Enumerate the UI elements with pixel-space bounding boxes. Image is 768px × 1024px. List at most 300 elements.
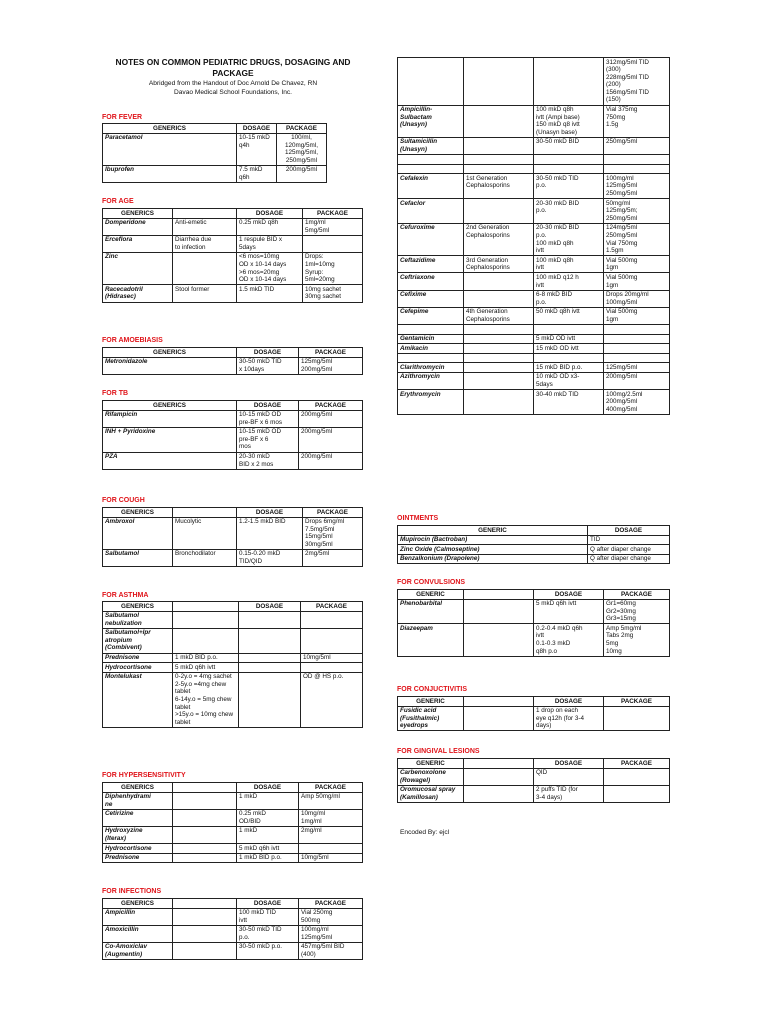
table-row <box>398 554 670 564</box>
for-hypersensitivity-table <box>102 782 363 863</box>
table-cell: 250mg/5ml <box>604 137 670 154</box>
table-row <box>103 427 363 452</box>
table-cell <box>239 628 301 653</box>
generic-name-cell: Zinc Oxide (Calmoseptine) <box>398 545 588 555</box>
table-cell <box>301 628 363 653</box>
table-cell: 6-8 mkD BID p.o. <box>534 290 604 307</box>
table-cell: Gr1=60mg Gr2=30mg Gr3=15mg <box>604 599 670 624</box>
column-header: DOSAGE <box>237 348 299 358</box>
column-header: DOSAGE <box>534 590 604 600</box>
table-row <box>103 549 363 566</box>
table-cell: 100mg/2.5ml 200mg/5ml 400mg/5ml <box>604 390 670 415</box>
column-header: GENERIC <box>398 759 464 769</box>
table-cell <box>464 137 534 154</box>
column-header <box>173 209 237 219</box>
table-cell: Diarrhea due to infection <box>173 235 237 252</box>
encoded-by-note: Encoded By: ejcl <box>400 829 450 836</box>
table-cell <box>173 826 237 843</box>
table-cell <box>301 663 363 673</box>
table-row <box>398 137 670 154</box>
for-asthma-table <box>102 601 363 728</box>
table-cell <box>464 155 534 165</box>
for-age-heading: FOR AGE <box>102 198 134 205</box>
column-header: GENERIC <box>398 526 588 536</box>
for-fever-table <box>102 123 327 183</box>
table-header-row <box>398 526 670 536</box>
table-cell: Vial 250mg 500mg <box>299 908 363 925</box>
table-cell: 30-50 mkD TID p.o. <box>237 925 299 942</box>
table-cell <box>464 390 534 415</box>
table-cell: Drops 20mg/ml 100mg/5ml <box>604 290 670 307</box>
table-cell: 30-40 mkD TID <box>534 390 604 415</box>
table-row <box>398 624 670 656</box>
table-row <box>103 672 363 727</box>
table-header-row <box>398 759 670 769</box>
column-header: GENERIC <box>398 590 464 600</box>
generic-name-cell <box>398 58 464 106</box>
table-cell <box>464 334 534 344</box>
table-cell: 10 mkD OD x3- 5days <box>534 372 604 389</box>
table-row <box>398 363 670 373</box>
table-row <box>103 663 363 673</box>
table-cell <box>464 325 534 335</box>
table-row <box>398 768 670 785</box>
generic-name-cell: Salbutamol <box>103 549 173 566</box>
table-cell: Q after diaper change <box>588 545 670 555</box>
table-cell <box>604 785 670 802</box>
generic-name-cell: Hydroxyzine (Iterax) <box>103 826 173 843</box>
column-header: GENERICS <box>103 348 237 358</box>
table-cell: 20-30 mkD BID p.o. <box>534 199 604 224</box>
table-row <box>103 133 327 165</box>
table-header-row <box>103 899 363 909</box>
column-header <box>464 697 534 707</box>
table-row <box>398 273 670 290</box>
table-header-row <box>103 209 363 219</box>
table-row <box>103 218 363 235</box>
for-hypersensitivity-heading: FOR HYPERSENSITIVITY <box>102 772 186 779</box>
table-row <box>398 58 670 106</box>
generic-name-cell <box>398 325 464 335</box>
table-header-row <box>398 697 670 707</box>
table-cell: 5 mkD OD ivtt <box>534 334 604 344</box>
table-cell <box>173 792 237 809</box>
column-header: GENERICS <box>103 899 173 909</box>
table-row <box>103 252 363 284</box>
table-cell <box>464 273 534 290</box>
for-gingival-lesions-heading: FOR GINGIVAL LESIONS <box>397 748 480 755</box>
table-row <box>398 390 670 415</box>
table-cell: 100 mkD q8h ivtt (Ampi base) 150 mkD q8 ivtt (Unasyn base) <box>534 105 604 137</box>
for-infections-heading: FOR INFECTIONS <box>102 888 162 895</box>
table-cell: 2nd Generation Cephalosporins <box>464 223 534 255</box>
table-cell <box>301 611 363 628</box>
for-cough-table <box>102 507 363 567</box>
table-cell: 200mg/5ml <box>299 410 363 427</box>
table-row <box>103 285 363 302</box>
table-row <box>103 925 363 942</box>
infections-continued-table <box>397 57 670 415</box>
table-header-row <box>103 508 363 518</box>
for-cough-heading: FOR COUGH <box>102 497 145 504</box>
table-row <box>103 809 363 826</box>
column-header: GENERIC <box>398 697 464 707</box>
table-cell <box>604 706 670 731</box>
table-row <box>103 165 327 182</box>
table-cell: 2mg/ml <box>299 826 363 843</box>
table-cell: Bronchodilator <box>173 549 237 566</box>
table-header-row <box>103 783 363 793</box>
table-cell: 200mg/5ml <box>299 452 363 469</box>
table-header-row <box>103 348 363 358</box>
table-cell <box>464 599 534 624</box>
table-cell: 15 mkD BID p.o. <box>534 363 604 373</box>
table-row <box>398 599 670 624</box>
table-cell <box>173 611 239 628</box>
table-row <box>398 706 670 731</box>
column-header: DOSAGE <box>237 401 299 411</box>
generic-name-cell: Salbutamol nebulization <box>103 611 173 628</box>
for-conjuctivitis-heading: FOR CONJUCTIVITIS <box>397 686 468 693</box>
generic-name-cell: Fusidic acid (Fusithalmic) eyedrops <box>398 706 464 731</box>
table-cell: 30-50 mkD p.o. <box>237 942 299 959</box>
generic-name-cell: Ibuprofen <box>103 165 237 182</box>
table-cell <box>173 844 237 854</box>
column-header: DOSAGE <box>239 602 301 612</box>
generic-name-cell: Cefixime <box>398 290 464 307</box>
table-row <box>398 155 670 165</box>
table-cell: 10mg/ml 1mg/ml <box>299 809 363 826</box>
table-cell: 30-50 mkD TID p.o. <box>534 174 604 199</box>
generic-name-cell: Cetirizine <box>103 809 173 826</box>
table-cell: 1.5 mkD TID <box>237 285 303 302</box>
table-cell: 1mg/ml 5mg/5ml <box>303 218 363 235</box>
generic-name-cell: Ceftazidime <box>398 256 464 273</box>
table-row <box>103 410 363 427</box>
generic-name-cell: Amikacin <box>398 344 464 354</box>
table-cell <box>534 58 604 106</box>
table-cell: 100 mkD q12 h ivtt <box>534 273 604 290</box>
for-conjuctivitis-table <box>397 696 670 731</box>
column-header: DOSAGE <box>237 508 303 518</box>
column-header: PACKAGE <box>299 899 363 909</box>
generic-name-cell: Domperidone <box>103 218 173 235</box>
table-cell: Stool former <box>173 285 237 302</box>
table-cell: 2 puffs TID (for 3-4 days) <box>534 785 604 802</box>
generic-name-cell: PZA <box>103 452 237 469</box>
table-cell: 4th Generation Cephalosporins <box>464 307 534 324</box>
table-cell: 100mg/ml 125mg/5ml <box>299 925 363 942</box>
table-row <box>103 853 363 863</box>
generic-name-cell: Phenobarbital <box>398 599 464 624</box>
table-cell <box>299 844 363 854</box>
generic-name-cell: Racecadotril (Hidrasec) <box>103 285 173 302</box>
generic-name-cell: Ampicillin- Sulbactam (Unasyn) <box>398 105 464 137</box>
table-cell: 10-15 mkD OD pre-BF x 6 mos <box>237 410 299 427</box>
table-cell <box>464 363 534 373</box>
column-header: PACKAGE <box>299 348 363 358</box>
generic-name-cell: Erceflora <box>103 235 173 252</box>
table-cell: Mucolytic <box>173 517 237 549</box>
generic-name-cell: Diazeepam <box>398 624 464 656</box>
generic-name-cell <box>398 155 464 165</box>
table-header-row <box>398 590 670 600</box>
generic-name-cell: Prednisone <box>103 653 173 663</box>
table-cell: Amp 50mg/ml <box>299 792 363 809</box>
table-cell: 200mg/5ml <box>299 427 363 452</box>
table-cell <box>464 353 534 363</box>
table-cell: 1.2-1.5 mkD BID <box>237 517 303 549</box>
generic-name-cell: Co-Amoxiclav (Augmentin) <box>103 942 173 959</box>
table-row <box>103 611 363 628</box>
column-header <box>464 759 534 769</box>
for-tb-heading: FOR TB <box>102 390 129 397</box>
generic-name-cell: Ambroxol <box>103 517 173 549</box>
table-row <box>398 174 670 199</box>
table-cell: 200mg/5ml <box>604 372 670 389</box>
table-cell: 1 mkD <box>237 792 299 809</box>
table-cell: 124mg/5ml 250mg/5ml Vial 750mg 1.5gm <box>604 223 670 255</box>
table-cell: 5 mkD q6h ivtt <box>534 599 604 624</box>
column-header: PACKAGE <box>301 602 363 612</box>
table-row <box>398 344 670 354</box>
table-cell: 5 mkD q6h ivtt <box>237 844 299 854</box>
table-cell: 312mg/5ml TID (300) 228mg/5ml TID (200) 156mg/5ml TID (150) <box>604 58 670 106</box>
column-header: PACKAGE <box>299 783 363 793</box>
for-amoebiasis-table <box>102 347 363 375</box>
generic-name-cell: Diphenhydrami ne <box>103 792 173 809</box>
table-row <box>103 792 363 809</box>
table-row <box>103 357 363 374</box>
column-header: GENERICS <box>103 209 173 219</box>
generic-name-cell: Rifampicin <box>103 410 237 427</box>
table-row <box>398 785 670 802</box>
table-header-row <box>103 401 363 411</box>
table-cell <box>464 624 534 656</box>
for-fever-heading: FOR FEVER <box>102 114 143 121</box>
table-cell: 100/ml, 120mg/5ml, 125mg/5ml, 250mg/5ml <box>277 133 327 165</box>
table-cell: Vial 500mg 1gm <box>604 307 670 324</box>
table-cell: 457mg/5ml BID (400) <box>299 942 363 959</box>
table-cell <box>534 155 604 165</box>
column-header: DOSAGE <box>534 697 604 707</box>
generic-name-cell: Cefuroxime <box>398 223 464 255</box>
table-cell: 50 mkD q8h ivtt <box>534 307 604 324</box>
table-row <box>103 844 363 854</box>
column-header: PACKAGE <box>303 209 363 219</box>
table-cell: 100mg/ml 125mg/5ml 250mg/5ml <box>604 174 670 199</box>
table-header-row <box>103 124 327 134</box>
table-cell <box>239 611 301 628</box>
table-cell: Amp 5mg/ml Tabs 2mg 5mg 10mg <box>604 624 670 656</box>
table-row <box>398 545 670 555</box>
table-cell: 1 mkD BID p.o. <box>237 853 299 863</box>
table-cell: 100 mkD q8h ivtt <box>534 256 604 273</box>
column-header <box>173 602 239 612</box>
table-cell: 30-50 mkD BID <box>534 137 604 154</box>
table-row <box>103 653 363 663</box>
for-tb-table <box>102 400 363 470</box>
column-header: DOSAGE <box>237 783 299 793</box>
table-row <box>398 307 670 324</box>
column-header <box>173 899 237 909</box>
for-asthma-heading: FOR ASTHMA <box>102 592 149 599</box>
table-cell <box>173 908 237 925</box>
table-row <box>398 353 670 363</box>
table-row <box>103 942 363 959</box>
column-header: PACKAGE <box>277 124 327 134</box>
table-cell: TID <box>588 535 670 545</box>
column-header <box>173 783 237 793</box>
for-age-table <box>102 208 363 303</box>
column-header: GENERICS <box>103 783 173 793</box>
table-row <box>103 826 363 843</box>
column-header: PACKAGE <box>604 759 670 769</box>
column-header: GENERICS <box>103 124 237 134</box>
column-header <box>464 590 534 600</box>
generic-name-cell: Salbutamol+Ipr atropium (Combivent) <box>103 628 173 653</box>
table-cell: 10mg/5ml <box>301 653 363 663</box>
generic-name-cell: Ampicillin <box>103 908 173 925</box>
column-header: DOSAGE <box>237 209 303 219</box>
table-cell <box>173 252 237 284</box>
table-row <box>398 164 670 174</box>
generic-name-cell: Cefepime <box>398 307 464 324</box>
table-cell: OD @ HS p.o. <box>301 672 363 727</box>
table-row <box>398 223 670 255</box>
generic-name-cell <box>398 164 464 174</box>
generic-name-cell: Oromucosal spray (Kamillosan) <box>398 785 464 802</box>
column-header <box>173 508 237 518</box>
document-subtitle: Abridged from the Handout of Doc Arnold De Chavez, RN <box>148 80 318 87</box>
table-cell: 20-30 mkD BID p.o. 100 mkD q8h ivtt <box>534 223 604 255</box>
generic-name-cell: Hydrocortisone <box>103 844 173 854</box>
generic-name-cell: Cefalexin <box>398 174 464 199</box>
table-cell <box>173 942 237 959</box>
table-cell: QID <box>534 768 604 785</box>
table-cell: Drops 6mg/ml 7.5mg/5ml 15mg/5ml 30mg/5ml <box>303 517 363 549</box>
table-cell <box>239 663 301 673</box>
for-gingival-lesions-table <box>397 758 670 803</box>
table-row <box>103 452 363 469</box>
table-cell <box>464 785 534 802</box>
table-cell: Vial 375mg 750mg 1.5g <box>604 105 670 137</box>
table-cell <box>173 925 237 942</box>
document-title: NOTES ON COMMON PEDIATRIC DRUGS, DOSAGING AND PACKAGE <box>115 57 351 78</box>
generic-name-cell: Prednisone <box>103 853 173 863</box>
table-cell <box>604 353 670 363</box>
table-cell <box>604 155 670 165</box>
table-row <box>398 334 670 344</box>
generic-name-cell: Azithromycin <box>398 372 464 389</box>
for-amoebiasis-heading: FOR AMOEBIASIS <box>102 337 163 344</box>
table-cell <box>604 334 670 344</box>
table-cell: 5 mkD q6h ivtt <box>173 663 239 673</box>
table-cell: 1 drop on each eye q12h (for 3-4 days) <box>534 706 604 731</box>
column-header: PACKAGE <box>604 697 670 707</box>
table-cell: Q after diaper change <box>588 554 670 564</box>
table-row <box>398 199 670 224</box>
table-row <box>398 290 670 307</box>
table-cell <box>464 706 534 731</box>
table-cell: 0-2y.o = 4mg sachet 2-5y.o =4mg chew tablet 6-14y.o = 5mg chew tablet >15y.o = 10mg chew tablet <box>173 672 239 727</box>
table-cell <box>534 353 604 363</box>
column-header: PACKAGE <box>604 590 670 600</box>
table-cell: 1st Generation Cephalosporins <box>464 174 534 199</box>
generic-name-cell: Hydrocortisone <box>103 663 173 673</box>
table-row <box>103 235 363 252</box>
ointments-heading: OINTMENTS <box>397 515 439 522</box>
table-cell <box>464 768 534 785</box>
table-cell: 3rd Generation Cephalosporins <box>464 256 534 273</box>
table-cell: 200mg/5ml <box>277 165 327 182</box>
column-header: PACKAGE <box>299 401 363 411</box>
table-cell: 10-15 mkD OD pre-BF x 6 mos <box>237 427 299 452</box>
table-cell <box>464 164 534 174</box>
table-cell <box>604 768 670 785</box>
generic-name-cell: Montelukast <box>103 672 173 727</box>
table-cell: 10mg sachet 30mg sachet <box>303 285 363 302</box>
generic-name-cell: Paracetamol <box>103 133 237 165</box>
table-cell: Drops: 1ml=10mg Syrup: 5ml=20mg <box>303 252 363 284</box>
table-cell <box>604 344 670 354</box>
table-row <box>103 517 363 549</box>
table-cell: 125mg/5ml 200mg/5ml <box>299 357 363 374</box>
table-row <box>398 256 670 273</box>
table-cell: 100 mkD TID ivtt <box>237 908 299 925</box>
table-cell <box>604 325 670 335</box>
column-header: DOSAGE <box>534 759 604 769</box>
table-cell: 0.25 mkD OD/BID <box>237 809 299 826</box>
table-cell <box>464 199 534 224</box>
generic-name-cell: Sultamicillin (Unasyn) <box>398 137 464 154</box>
generic-name-cell <box>398 353 464 363</box>
generic-name-cell: Mupirocin (Bactroban) <box>398 535 588 545</box>
generic-name-cell: Carbenoxolone (Rowagel) <box>398 768 464 785</box>
table-cell: 2mg/5ml <box>303 549 363 566</box>
table-cell: 30-50 mkD TID x 10days <box>237 357 299 374</box>
for-infections-table <box>102 898 363 960</box>
generic-name-cell: INH + Pyridoxine <box>103 427 237 452</box>
table-cell <box>604 164 670 174</box>
table-cell <box>464 344 534 354</box>
for-convulsions-heading: FOR CONVULSIONS <box>397 579 466 586</box>
for-convulsions-table <box>397 589 670 657</box>
table-cell: 10mg/5ml <box>299 853 363 863</box>
table-cell <box>173 853 237 863</box>
table-cell <box>534 164 604 174</box>
table-cell: 20-30 mkD BID x 2 mos <box>237 452 299 469</box>
generic-name-cell: Gentamicin <box>398 334 464 344</box>
table-cell: 15 mkD OD ivtt <box>534 344 604 354</box>
generic-name-cell: Erythromycin <box>398 390 464 415</box>
table-cell: 125mg/5ml <box>604 363 670 373</box>
ointments-table <box>397 525 670 564</box>
table-cell: Vial 500mg 1gm <box>604 256 670 273</box>
table-cell <box>173 809 237 826</box>
table-cell: 0.2-0.4 mkD q6h ivtt 0.1-0.3 mkD q8h p.o <box>534 624 604 656</box>
table-cell <box>173 628 239 653</box>
table-cell <box>464 372 534 389</box>
table-cell: 0.25 mkD q8h <box>237 218 303 235</box>
column-header: GENERICS <box>103 508 173 518</box>
table-cell: <6 mos=10mg OD x 10-14 days >6 mos=20mg OD x 10-14 days <box>237 252 303 284</box>
table-cell: 1 respule BID x 5days <box>237 235 303 252</box>
table-cell: 7.5 mkD q6h <box>237 165 277 182</box>
column-header: PACKAGE <box>303 508 363 518</box>
left-column <box>102 0 364 959</box>
generic-name-cell: Benzalkonium (Drapolene) <box>398 554 588 564</box>
